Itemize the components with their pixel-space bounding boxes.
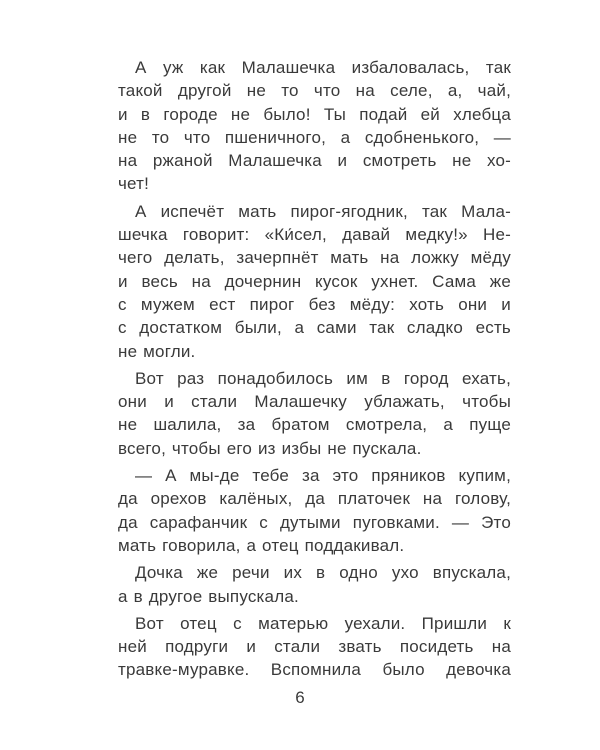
text-line: они и стали Малашечку ублажать, чтобы (118, 392, 511, 412)
text-line: да сарафанчик с дутыми пуговками. — Это (118, 512, 511, 532)
paragraph (118, 367, 511, 460)
text-line: травке-муравке. Вспомнила было девочка (118, 660, 511, 680)
text-line: А уж как Малашечка избаловалась, так (135, 58, 511, 77)
text-line: Вот раз понадобилось им в город ехать, (135, 368, 511, 388)
text-line: А испечёт мать пирог-ягодник, так Мала- (135, 201, 511, 221)
text-line: Вот отец с матерью уехали. Пришли к (135, 613, 511, 633)
text-line: с мужем ест пирог без мёду: хоть они и (118, 294, 511, 314)
text-line: не могли. (118, 341, 196, 361)
text-line: и весь на дочернин кусок ухнет. Сама же (118, 271, 511, 291)
paragraph (118, 561, 511, 608)
text-line: — А мы-де тебе за это пряников купим, (135, 466, 511, 486)
text-line: чет! (118, 174, 150, 194)
text-line: с достатком были, а сами так сладко есть (118, 318, 511, 338)
text-line: всего, чтобы его из избы не пускала. (118, 438, 422, 458)
text-line: чего делать, зачерпнёт мать на ложку мёду (118, 248, 511, 268)
paragraph (118, 200, 511, 363)
text-line: не то что пшеничного, а сдобненького, — (118, 127, 511, 147)
text-line: ней подруги и стали звать посидеть на (118, 637, 511, 657)
text-line: на ржаной Малашечка и смотреть не хо- (118, 151, 511, 171)
text-line: Дочка же речи их в одно ухо впускала, (135, 563, 511, 583)
text-line: такой другой не то что на селе, а, чай, (118, 81, 511, 101)
story-text (118, 56, 511, 686)
paragraph (118, 56, 511, 196)
text-line: и в городе не было! Ты подай ей хлебца (118, 104, 511, 124)
text-line: мать говорила, а отец поддакивал. (118, 535, 405, 555)
text-line: а в другое выпускала. (118, 586, 299, 606)
paragraph (118, 464, 511, 557)
paragraph (118, 612, 511, 682)
text-line: шечка говорит: «Ки́сел, давай медку!» Не- (118, 225, 511, 245)
text-line: да орехов калёных, да платочек на голову, (118, 489, 511, 509)
text-line: не шалила, за братом смотрела, а пуще (118, 415, 511, 435)
page-number: 6 (295, 688, 305, 707)
